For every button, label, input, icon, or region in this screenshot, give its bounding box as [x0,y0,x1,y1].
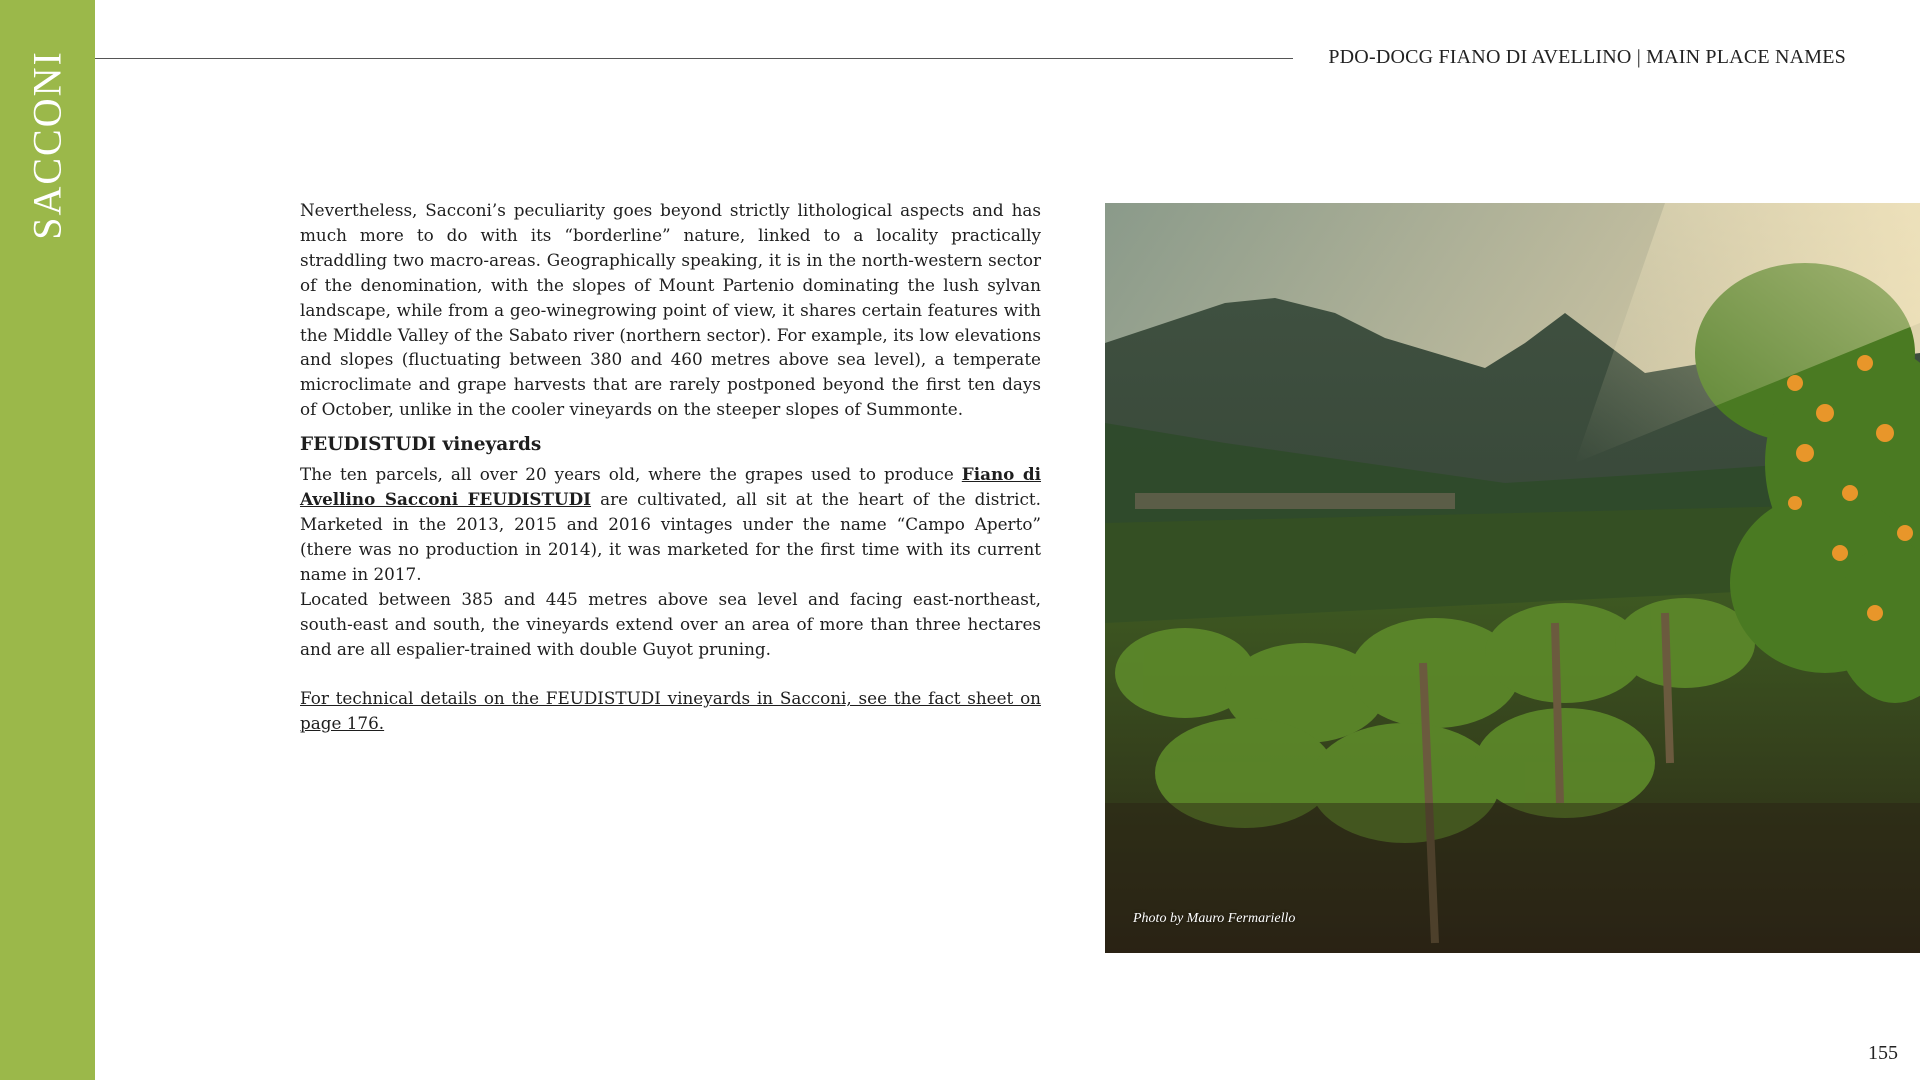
section-subheading: FEUDISTUDI vineyards [300,434,542,456]
fact-sheet-link[interactable]: For technical details on the FEUDISTUDI vineyards in Sacconi, see the fact sheet on page 176. [300,688,1041,734]
paragraph-intro: Nevertheless, Sacconi’s peculiarity goes beyond strictly lithological aspects and has much more to do with its “borderline” nature, linked to a locality practically straddling two macro-areas. Geographically speaking, it is in the north-western sector of the denomination, with the slopes of Mount Partenio dominating the lush sylvan landscape, while from a geo-winegrowing point of view, it shares certain features with the Middle Valley of the Sabato river (northern sector). For example, its low elevations and slopes (fluctuating between 380 and 460 metres above sea level), a temperate microclimate and grape harvests that are rarely postponed beyond the first ten days of October, unlike in the cooler vineyards on the steeper slopes of Summonte. [300,200,1041,420]
paragraph-spacer [300,661,1041,686]
paragraph-location: Located between 385 and 445 metres above sea level and facing east-northeast, south-east and south, the vineyards extend over an area of more than three hectares and are all espalier-trained with double Guyot pruning. [300,588,1041,659]
header-title: PDO-DOCG FIANO DI AVELLINO | MAIN PLACE NAMES [1328,46,1846,68]
paragraph-vineyards-end: are cultivated, all sit at the heart of the district. Marketed in the 2013, 2015 and 2016 vintages under the name “Campo Aperto” (there was no production in 2014), it was marketed for the first time with its current name in 2017. [300,489,1041,584]
paragraph-vineyards [300,462,1041,587]
vineyard-photo [1105,203,1920,953]
paragraph-vineyards-start: The ten parcels, all over 20 years old, where the grapes used to produce [300,464,962,485]
header-rule [95,58,1293,59]
sidebar-title: SACCONI [24,50,70,240]
photo-credit: Photo by Mauro Fermariello [1133,911,1296,926]
wine-link[interactable]: Fiano di Avellino Sacconi FEUDISTUDI [300,464,1042,510]
page-number: 155 [1868,1042,1898,1064]
vineyard-photo-illustration [1105,203,1920,953]
sidebar [0,0,95,1080]
article-body [300,198,1041,736]
